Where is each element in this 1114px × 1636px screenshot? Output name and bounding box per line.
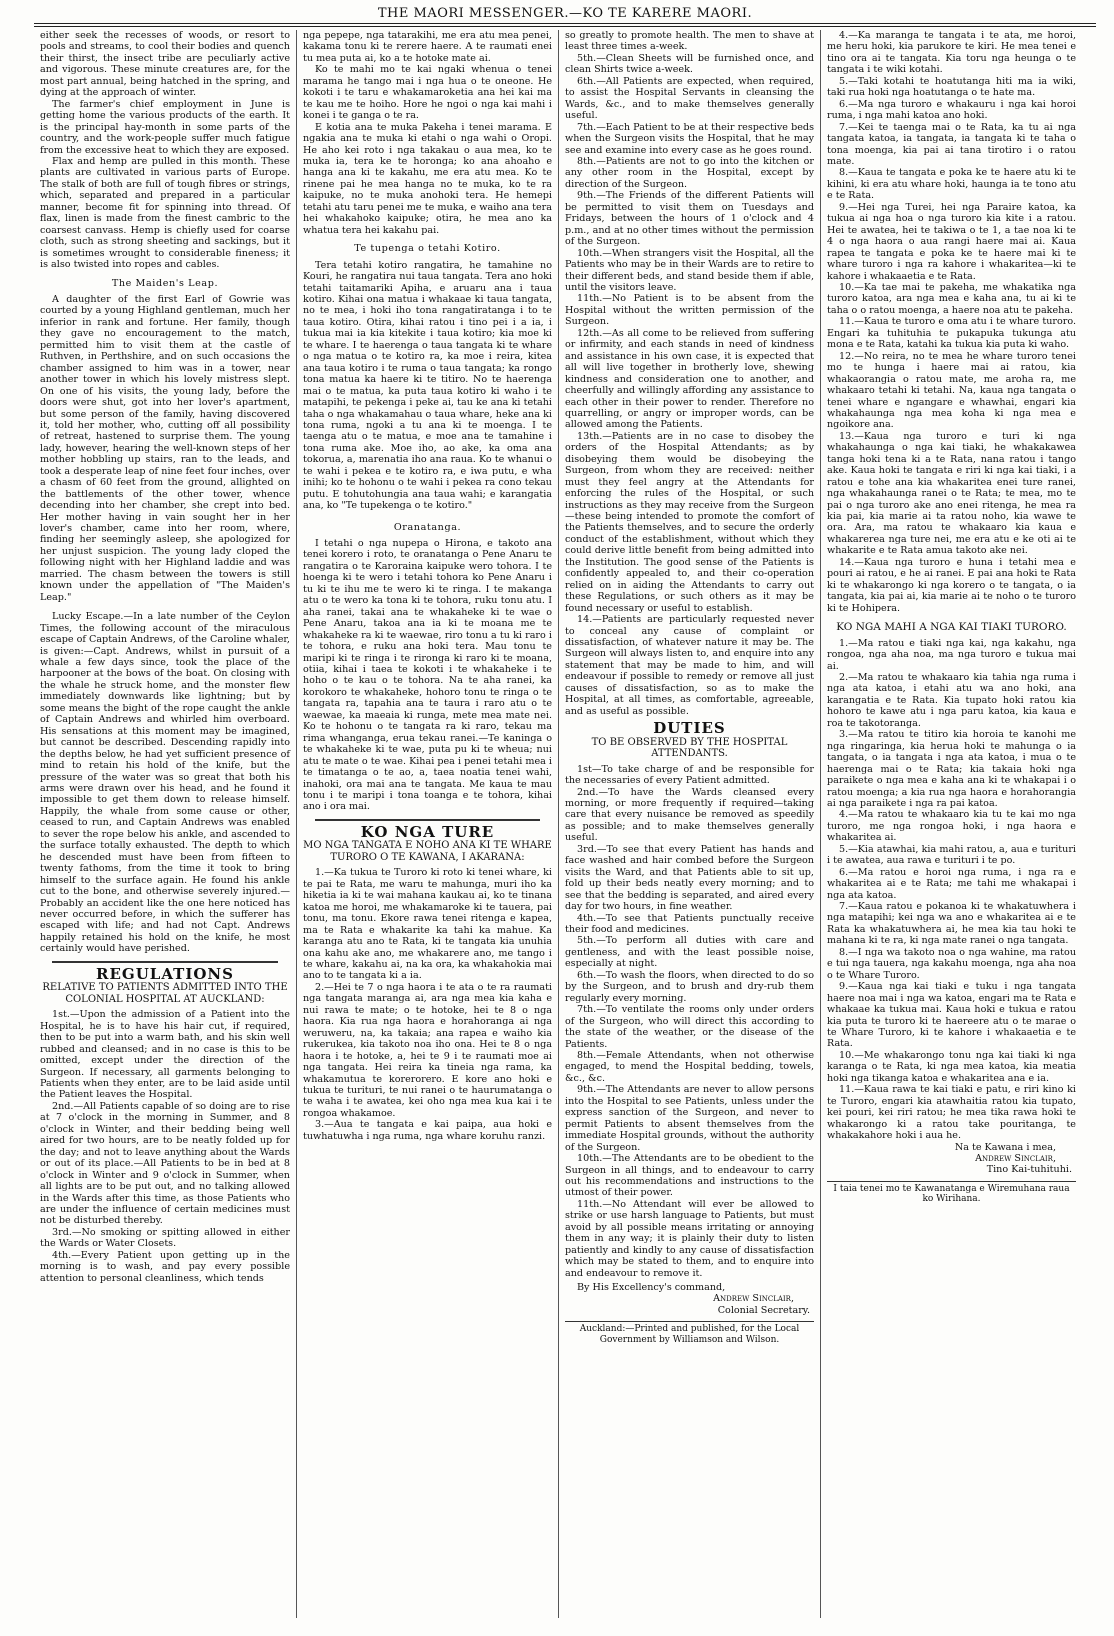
regulation-item: 12th.—As all come to be relieved from suffering or infirmity, and each stands in need of kindness and assistance in his own case, it is expected that all will live together in brotherly love, shewing kindness and consideration one to another, and cheerfully and willingly affording any assistance to each other in their power to render. Therefore no quarrelling, or angry or improper words, can be allowed among the Patients. [565, 327, 814, 431]
signature-title: Tino Kai-tuhituhi. [986, 1164, 1072, 1176]
intro-paragraph: Flax and hemp are pulled in this month. These plants are cultivated in various parts of Europe. The stalk of both are full of tough fibres or strings, which, separated and prepared in a particular manner, become fit for spinning into thread. Of flax, linen is made from the finest cambric to the coarsest canvass. Hemp is chiefly used for coarse cloth, such as strong sheeting and sackings, but it is sometimes wrought to considerable fineness; it is also twisted into ropes and cables. [40, 155, 290, 271]
column-3 [558, 30, 820, 1618]
regulations-subheading: RELATIVE TO PATIENTS ADMITTED INTO THE COLONIAL HOSPITAL AT AUCKLAND: [42, 982, 288, 1005]
mahi-item: 4.—Ma ratou te whakaaro kia tu te kai mo nga turoro, me nga rongoa hoki, i nga haora e whakaritea ai. [827, 809, 1076, 844]
mahi-heading: KO NGA MAHI A NGA KAI TIAKI TURORO. [836, 621, 1067, 634]
mahi-item: 1.—Ma ratou e tiaki nga kai, nga kakahu, nga rongoa, nga aha noa, ma nga turoro e tukua mai ai. [827, 637, 1076, 672]
column-2 [296, 30, 558, 1618]
duty-item: 1st—To take charge of and be responsible for the necessaries of every Patient admitted. [565, 763, 814, 787]
ture-item: 8.—Kaua te tangata e poka ke te haere atu ki te kihini, ki era atu whare hoki, haunga ia te tono atu e te Rata. [827, 167, 1076, 202]
regulation-item: 4th.—Every Patient upon getting up in the morning is to wash, and pay every possible attention to personal cleanliness, which tends [40, 1249, 290, 1284]
section-divider [52, 961, 278, 963]
intro-paragraph: nga pepepe, nga tatarakihi, me era atu mea penei, kakama tonu ki te rerere haere. A te raumati enei tu mea puta ai, ko a te hotoke mate ai. [303, 30, 552, 64]
ture-item: 2.—Hei te 7 o nga haora i te ata o te ra raumati nga tangata maranga ai, ara nga mea kia kaha e nui rawa te mate; o te hotoke, hei te 8 o nga haora. Kia rua nga haora e horahoranga ai nga weruweru, na, ka takaia; ana rapea e waiho kia rukerukea, kia takoto noa iho ona. Hei te 8 o nga haora i te hotoke, a, hei te 9 i te raumati moe ai nga tangata. Hei reira ka tineia nga rama, ka whakamutua te korerorero. E kore ano hoki e tukua te turituri, te nui ranei o te haurumatanga o te waha i te awatea, kei oho nga mea kua kai i te rongoa whakamoe. [303, 981, 552, 1119]
mahi-item: 3.—Ma ratou te titiro kia horoia te kanohi me nga ringaringa, kia herua hoki te mahunga o ia tangata, o ia tangata i nga ata katoa, i mua o te haerenga mai o te Rata; kia takaia hoki nga paraikete o nga mea e kaha ana ki te whakapai i o ratou moenga; a kia rua nga haora e horahorangia ai nga paraikete i nga ra pai katoa. [827, 729, 1076, 809]
regulation-item: 5th.—Clean Sheets will be furnished once, and clean Shirts twice a-week. [565, 52, 814, 76]
duty-item: 4th.—To see that Patients punctually receive their food and medicines. [565, 912, 814, 935]
duty-item: 8th.—Female Attendants, when not otherwise engaged, to mend the Hospital bedding, towels, &c., &c. [565, 1049, 814, 1084]
intro-paragraph: either seek the recesses of woods, or resort to pools and streams, to cool their bodies and quench their thirst, the insect tribe are peculiarly active and vigorous. These minute creatures are, for the most part annual, being hatched in the spring, and dying at the approach of winter. [40, 30, 290, 99]
regulation-item: so greatly to promote health. The men to shave at least three times a-week. [565, 30, 814, 53]
ture-item: 9.—Hei nga Turei, hei nga Paraire katoa, ka tukua ai nga hoa o nga turoro kia kite i a ratou. Hei te awatea, hei te takiwa o te 1, a tae noa ki te 4 o nga haora o aua rangi haere mai ai. Kaua rapea te tangata e poka ke te haere mai ki te whare turoro i nga ra kahore i whakaritea—ki te kahore i whakaaetia e te Rata. [827, 201, 1076, 282]
regulation-item: 2nd.—All Patients capable of so doing are to rise at 7 o'clock in the morning in Summer, and 8 o'clock in Winter, and their bedding being well aired for two hours, are to be neatly folded up for the day; and not to leave anything about the Wards or out of its place.—All Patients to be in bed at 8 o'clock in Winter and 9 o'clock in Summer, when all lights are to be put out, and no talking allowed in the Wards after this time, as those Patients who are under the influence of certain medicines must not be disturbed thereby. [40, 1100, 290, 1227]
duty-item: 6th.—To wash the floors, when directed to do so by the Surgeon, and to brush and dry-rub them regularly every morning. [565, 969, 814, 1004]
section-heading-kotiro: Te tupenga o tetahi Kotiro. [354, 243, 501, 255]
columns [34, 30, 1096, 1618]
intro-paragraph: Ko te mahi mo te kai ngaki whenua o tenei marama he tango mai i nga hua o te oneone. He kokoti i te taru e whakamaroketia ana hei kai ma te kau me te hoiho. Hore he ngoi o nga kai mahi i konei i te ganga o te ra. [303, 64, 552, 122]
column-4 [820, 30, 1082, 1618]
maiden-story: A daughter of the first Earl of Gowrie was courted by a young Highland gentleman, much her inferior in rank and fortune. Her family, though they gave no encouragement to the match, permitted him to visit them at the castle of Ruthven, in Perthshire, and on such occasions the chamber assigned to him was in a tower, near another tower in which his lovely mistress slept. On one of his visits, the young lady, before the doors were shut, got into her lover's apartment, but some person of the family, having discovered it, told her mother, who, cutting off all possibility of retreat, hastened to surprise them. The young lady, however, hearing the well-known steps of her mother hobbling up stairs, ran to the leads, and took a desperate leap of nine feet four inches, over a chasm of 60 feet from the ground, allighted on the battlements of the other tower, whence decending into her chamber, she crept into bed. Her mother having in vain sought her in her lover's chamber, came into her room, where, finding her seemingly asleep, she apologized for her unjust suspicion. The young lady cloped the following night with her Highland laddie and was married. The chasm between the towers is still known under the appellation of "The Maiden's Leap." [40, 293, 290, 603]
duty-item: 11th.—No Attendant will ever be allowed to strike or use harsh language to Patients, but must avoid by all possible means irritating or annoying them in any way; it is plainly their duty to listen patiently and kindly to any cause of dissatisfaction which may be stated to them, and to enquire into and endeavour to remove it. [565, 1198, 814, 1279]
ture-subheading: MO NGA TANGATA E NOHO ANA KI TE WHARE TURORO O TE KAWANA, I AKARANA: [303, 840, 552, 863]
duty-item: 5th.—To perform all duties with care and gentleness, and with the least possible noise, especially at night. [565, 935, 814, 970]
regulation-item: 3rd.—No smoking or spitting allowed in either the Wards or Water Closets. [40, 1226, 290, 1250]
signature-name: Andrew Sinclair, [975, 1153, 1056, 1164]
regulation-item: 1st.—Upon the admission of a Patient into the Hospital, he is to have his hair cut, if required, then to be put into a warm bath, and his skin well rubbed and cleansed; and in no case is this to be omitted, except under the direction of the Surgeon. If necessary, all garments belonging to Patients when they enter, are to be laid aside until the Patient leaves the Hospital. [40, 1009, 290, 1101]
section-heading-maiden: The Maiden's Leap. [111, 277, 219, 289]
signature-name: Andrew Sinclair, [713, 1293, 794, 1305]
signature-title: Colonial Secretary. [717, 1304, 810, 1316]
mahi-item: 2.—Ma ratou te whakaaro kia tahia nga ruma i nga ata katoa, i etahi atu wa ano hoki, ana karangatia e te Rata. Kia tupato hoki ratou kia hohoro te kawe atu i nga paru katoa, kia kaua e roa te takotoranga. [827, 671, 1076, 729]
regulation-item: 7th.—Each Patient to be at their respective beds when the Surgeon visits the Hospital, that he may see and examine into every case as he goes round. [565, 121, 814, 156]
regulation-item: 14.—Patients are particularly requested never to conceal any cause of complaint or dissatisfaction, of whatever nature it may be. The Surgeon will always listen to, and enquire into any statement that may be made to him, and will endeavour if possible to remedy or remove all just causes of dissatisfaction, so as to make the Hospital, at all times, as comfortable, agreeable, and as useful as possible. [565, 614, 814, 717]
mahi-item: 6.—Ma ratou e horoi nga ruma, i nga ra e whakaritea ai e te Rata; me tahi me whakapai i nga ata katoa. [827, 866, 1076, 901]
regulation-item: 11th.—No Patient is to be absent from the Hospital without the written permission of the Surgeon. [565, 293, 814, 328]
intro-paragraph: The farmer's chief employment in June is getting home the various products of the earth. It is the principal hay-month in some parts of the country, and the work-people suffer much fatigue from the excessive heat to which they are exposed. [40, 98, 290, 156]
ture-item: 5.—Taki kotahi te hoatutanga hiti ma ia wiki, taki rua hoki nga hoatutanga o te hate ma. [827, 75, 1076, 99]
duties-heading: DUTIES [653, 719, 726, 738]
ture-item: 13.—Kaua nga turoro e turi ki nga whakahaunga o nga kai tiaki, he whakakawea tanga hoki tena ki a te Rata, nana ratou i tango ake. Kaua hoki te tangata e riri ki nga kai tiaki, i a ratou e tohe ana kia whakaritea enei ture ranei, nga whakahaunga ranei o te Rata; te mea, mo te pai o nga turoro ake ano enei ritenga, he mea ra kia pai, kia marie ai ta ratou noho, kia wawe te ora. Ara, ma ratou te whakaaro kia kaua e whakarerea nga ture nei, me era atu e ke oti ai te whakarite e te Rata amua takoto ake nei. [827, 430, 1076, 557]
ture-item: 12.—No reira, no te mea he whare turoro tenei mo te hunga i haere mai ai ratou, kia whakaorangia o ratou mate, me aroha ra, me whakaaro tetahi ki tetahi. Na, kaua nga tangata o tenei whare e ngangare e whawhai, engari kia whakahaunga nga mea koha ki nga mea e ngoikore ana. [827, 350, 1076, 431]
duty-item: 9th.—The Attendants are never to allow persons into the Hospital to see Patients, unless under the express sanction of the Surgeon, and never to permit Patients to absent themselves from the immediate Hospital grounds, without the authority of the Surgeon. [565, 1084, 814, 1153]
mahi-item: 8.—I nga wa takoto noa o nga wahine, ma ratou e tui nga tauera, nga kakahu moenga, nga aha noa o te Whare Turoro. [827, 946, 1076, 981]
ture-item: 14.—Kaua nga turoro e huna i tetahi mea e pouri ai ratou, e he ai ranei. E pai ana hoki te Rata ki te whakarongo ki nga korero o te tangata, o ia tangata, kia pai ai, kia marie ai te noho o te turoro ki te Hohipera. [827, 556, 1076, 614]
duty-item: 7th.—To ventilate the rooms only under orders of the Surgeon, who will direct this according to the state of the weather, or the disease of the Patients. [565, 1004, 814, 1050]
regulation-item: 8th.—Patients are not to go into the kitchen or any other room in the Hospital, except by direction of the Surgeon. [565, 155, 814, 190]
ture-item: 4.—Ka maranga te tangata i te ata, me horoi, me heru hoki, kia parukore te kiri. He mea tenei e tino ora ai te tangata. Kia toru nga heunga o te tangata i te wiki kotahi. [827, 30, 1076, 76]
ture-heading: KO NGA TURE [360, 822, 495, 841]
duty-item: 10th.—The Attendants are to be obedient to the Surgeon in all things, and to endeavour to carry out his recommendations and instructions to the utmost of their power. [565, 1153, 814, 1199]
mahi-item: 10.—Me whakarongo tonu nga kai tiaki ki nga karanga o te Rata, ki nga mea katoa, kia meatia hoki nga tikanga katoa e whakaritea ana e ia. [827, 1049, 1076, 1084]
kotiro-story: Tera tetahi kotiro rangatira, he tamahine no Kouri, he rangatira nui taua tangata. Tera ano hoki tetahi taitamariki Apiha, e aruaru ana i taua kotiro. Kihai ona matua i whakaae ki taua tangata, no te mea, i hoki iho tona rangatiratanga i to te taua kotiro. Otira, kihai ratou i tino pei i a ia, i tukua mai ia kia kitekite i taua kotiro; kia moe ki te whare. I te haerenga o taua tangata ki te whare o nga matua o te kotiro ra, ka moe i reira, kitea ana taua kotiro i te ruma o taua tangata; ka rongo tona matua ka haere ki te titiro. No te haerenga mai o te matua, ka puta taua kotiro ki waho i te matapihi, te pekenga i peke ai, tau ke ana ki tetahi taha o nga whakamahau o taua whare, heke ana ki tona ruma, ngoki a tu ana ki te moenga. I te taenga atu o te matua, e moe ana te tamahine i tona ruma ake. Moe iho, ao ake, ka oma ana tokorua, a, marenatia iho ana raua. Ko te whanui o te wahi i pekea e te kotiro ra, e iwa putu, e wha inihi; ko te hohonu o te wahi i pekea ra cono tekau putu. E tohutohungia ana taua wahi; e karangatia ana, ko "Te tupekenga o te kotiro." [303, 259, 552, 512]
masthead-rule [34, 23, 1096, 27]
mahi-item: 5.—Kia atawhai, kia mahi ratou, a, aua e turituri i te awatea, aua rawa e turituri i te po. [827, 843, 1076, 867]
signature-line: Na te Kawana i mea, [954, 1141, 1056, 1153]
section-divider [315, 819, 540, 821]
masthead: THE MAORI MESSENGER.—KO TE KARERE MAORI. [377, 6, 753, 21]
printer-footer: Auckland:—Printed and published, for the Local Government by Williamson and Wilson. [565, 1321, 814, 1345]
column-1 [34, 30, 296, 1618]
mahi-item: 11.—Kaua rawa te kai tiaki e patu, e riri kino ki te Turoro, engari kia atawhaitia ratou kia tupato, kei pouri, kei riri ratou; he mea tika rawa hoki te whakarongo ki a ratou take pouritanga, te whakakahore hoki i aua he. [827, 1084, 1076, 1142]
lucky-escape-story: Lucky Escape.—In a late number of the Ceylon Times, the following account of the miraculous escape of Captain Andrews, of the Caroline whaler, is given:—Capt. Andrews, whilst in pursuit of a whale a few days since, took the place of the harpooner at the bows of the boat. On closing with the whale he struck home, and the monster flew immediately downwards like lightning; but by some means the bight of the rope caught the ankle of Captain Andrews and whirled him overboard. His sensations at this moment may be imagined, but cannot be described. Descending rapidly into the depths below, he had yet sufficient presence of mind to retain his hold of the knife, but the pressure of the water was so great that both his arms were drawn over his head, and he found it impossible to get them down to release himself. Happily, the whale from some cause or other, ceased to run, and Captain Andrews was enabled to sever the rope below his ankle, and ascended to the surface totally exhausted. The depth to which he descended must have been from fifteen to twenty fathoms, from the time it took to bring himself to the surface again. He found his ankle cut to the bone, and otherwise severely injured.—Probably an accident like the one here noticed has never occurred before, in which the sufferer has escaped with life; and had not Capt. Andrews happily retained his hold on the knife, he most certainly would have perished. [40, 611, 290, 955]
ture-item: 1.—Ka tukua te Turoro ki roto ki tenei whare, ki te pai te Rata, me waru te mahunga, muri iho ka hiketia ia ki te wai mahana kaukau ai, ko te tinana katoa me horoi, me whakamaroke ki te tauera, pai tonu, ma tonu. Ekore rawa tenei ritenga e kapea, ma te Rata e whakarite ka tahi ka mahue. Ka karanga atu ano te Rata, ki te tangata kia unuhia ona kahu ake ano, me whakarere ano, me tango i te whare, kakahu ai, na ka ora, ka whakahokia mai ano to te tangata ki a ia. [303, 867, 552, 982]
command-line: By His Excellency's command, [577, 1282, 726, 1294]
ture-item: 10.—Ka tae mai te pakeha, me whakatika nga turoro katoa, ara nga mea e kaha ana, tu ai ki te taha o o ratou moenga, a haere noa atu te pakeha. [827, 281, 1076, 316]
section-heading-oranatanga: Oranatanga. [393, 521, 462, 533]
mahi-item: 7.—Kaua ratou e pokanoa ki te whakatuwhera i nga matapihi; kei nga wa ano e whakaritea ai e te Rata ka whakatuwhera ai, he mea kia tau hoki te mahana ki te ra, ki nga mate ranei o nga tangata. [827, 901, 1076, 947]
duties-subheading: TO BE OBSERVED BY THE HOSPITAL ATTENDANTS. [591, 736, 788, 760]
ture-item: 3.—Aua te tangata e kai paipa, aua hoki e tuwhatuwha i nga ruma, nga whare koruhu ranzi. [303, 1119, 552, 1142]
ture-item: 7.—Kei te taenga mai o te Rata, ka tu ai nga tangata katoa, ia tangata, ia tangata ki te taha o tona moenga, kia pai ai tana tirotiro i o ratou mate. [827, 121, 1076, 167]
regulation-item: 9th.—The Friends of the different Patients will be permitted to visit them on Tuesdays and Fridays, between the hours of 1 o'clock and 4 p.m., and at no other times without the permission of the Surgeon. [565, 190, 814, 248]
regulations-heading: REGULATIONS [96, 964, 234, 983]
regulation-item: 10th.—When strangers visit the Hospital, all the Patients who may be in their Wards are to retire to their different beds, and stand beside them if able, until the visitors leave. [565, 247, 814, 293]
mahi-item: 9.—Kaua nga kai tiaki e tuku i nga tangata haere noa mai i nga wa katoa, engari ma te Rata e whakaae ka tukua mai. Kaua hoki e tukua e ratou kia puta te turoro ki te haereere atu o te marae o te Whare Turoro, ki te kahore i whakaaetia e te Rata. [827, 981, 1076, 1050]
ture-item: 6.—Ma nga turoro e whakauru i nga kai horoi ruma, i nga mahi katoa ano hoki. [827, 98, 1076, 122]
duty-item: 2nd.—To have the Wards cleansed every morning, or more frequently if required—taking care that every nuisance be removed as speedily as possible; and to make themselves generally useful. [565, 786, 814, 844]
regulation-item: 6th.—All Patients are expected, when required, to assist the Hospital Servants in cleansing the Wards, &c., and to make themselves generally useful. [565, 75, 814, 122]
printer-footer: I taia tenei mo te Kawanatanga e Wiremuhana raua ko Wirihana. [827, 1181, 1076, 1205]
ture-item: 11.—Kaua te turoro e oma atu i te whare turoro. Engari ka tuhituhia te pukapuka tukunga atu mona e te Rata, katahi ka tukua kia puta ki waho. [827, 316, 1076, 351]
duty-item: 3rd.—To see that every Patient has hands and face washed and hair combed before the Surgeon visits the Ward, and that Patients able to sit up, fold up their beds neatly every morning; and to see that the bedding is separated, and aired every day for two hours, in fine weather. [565, 843, 814, 913]
oranatanga-story: I tetahi o nga nupepa o Hirona, e takoto ana tenei korero i roto, te oranatanga o Pene Anaru te rangatira o te Karoraina kaipuke wero tohora. I te hoenga ki te wero i tetahi tohora ko Pene Anaru i tu ki te ihu me te wero ki te ringa. I te makanga atu o te wero ka tona ki te tohora, ruku tonu atu. I aha ranei, takai ana te whakaheke ki te wae o Pene Anaru, takoa ana ia ki te moana me te whakaheke ra ki te waewae, riro tonu a tu ki raro i te tohora, e ruku ana hoki tera. Mau tonu te maripi ki te ringa i te rironga ki raro ki te moana, otiia, kihai i taea te kokoti i te whakaheke i te hoho o te kau o te tohora. Na te aha ranei, ka korokoro te whakaheke, hohoro tonu te ringa o te tangata ra, tapahia ana te taura i raro atu o te waewae, ka maeaia ki runga, mete mea mate nei. Ko te hohonu o te tangata ra ki raro, tekau ma rima whanganga, erua tekau ranei.—Te kaninga o te whakaheke ki te wae, puta pu ki te wheua; nui atu te mate o te wae. Kihai pea i penei tetahi mea i te timatanga o te ao, a, taea noatia tenei wahi, inahoki, ora mai ana te tangata. Me kaua te mau tonu i te maripi i tona toanga e te tohora, kihai ano i ora mai. [303, 538, 552, 813]
intro-paragraph: E kotia ana te muka Pakeha i tenei marama. E ngakia ana te muka ki etahi o nga wahi o Oropi. He aho kei roto i nga takakau o aua mea, ko te muka ia, tera ke te horonga; ko ana ahoaho e hanga ana ki te kakahu, me era atu mea. Ko te rinene pai he mea hanga no te muka, ko te ra kaipuke, no te muka anohoki tera. He hemepi tetahi atu taru penei me te muka, e waiho ana tera hei whakahoko kaipuke; otira, he mea ano ka whatua tera hei kakahu pai. [303, 121, 552, 236]
regulation-item: 13th.—Patients are in no case to disobey the orders of the Hospital Attendants; as by disobeying them would be disobeying the Surgeon, from whom they are received: neither must they feel angry at the Attendants for enforcing the rules of the Hospital, or such instructions as they may receive from the Surgeon—these being intended to promote the comfort of the Patients themselves, and to secure the orderly conduct of the establishment, without which they could derive little benefit from being admitted into the Institution. The good sense of the Patients is confidently appealed to, and their co-operation relied on in aiding the Attendants to carry out these Regulations, or such others as it may be found necessary or useful to establish. [565, 430, 814, 614]
